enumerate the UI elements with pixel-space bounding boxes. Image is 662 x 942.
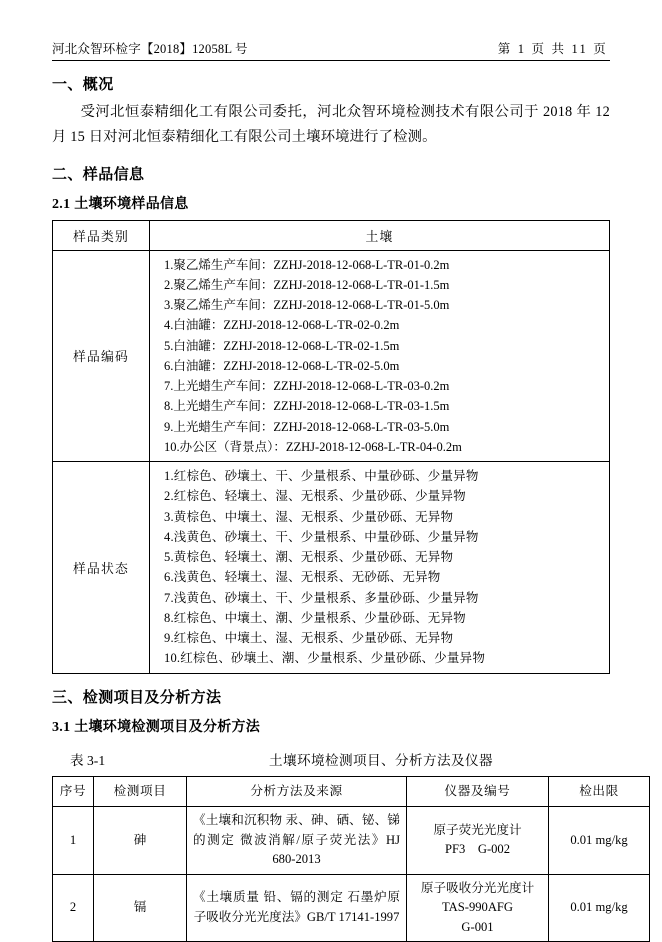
section-heading-sample-info: 二、样品信息 [52,163,610,184]
list-item: 5.黄棕色、轻壤土、潮、无根系、少量砂砾、无异物 [164,547,605,567]
subsection-heading-soil-sample-info: 2.1 土壤环境样品信息 [52,193,610,213]
row-label-category: 样品类别 [53,220,150,250]
document-number: 河北众智环检字【2018】12058L 号 [52,42,248,58]
column-header-method: 分析方法及来源 [187,776,407,807]
detection-limit-value: 0.01 mg/kg [570,900,627,914]
row-label-code: 样品编码 [53,250,150,462]
cell-instrument [407,807,549,875]
table-row [53,807,650,875]
list-item: 1.聚乙烯生产车间：ZZHJ-2018-12-068-L-TR-01-0.2m [164,255,605,275]
list-item: 3.黄棕色、中壤土、湿、无根系、少量砂砾、无异物 [164,507,605,527]
detection-limit-value: 0.01 mg/kg [570,833,627,847]
overview-paragraph: 受河北恒泰精细化工有限公司委托，河北众智环境检测技术有限公司于 2018 年 12 月 15 日对河北恒泰精细化工有限公司土壤环境进行了检测。 [52,100,610,151]
table-caption-title: 土壤环境检测项目、分析方法及仪器 [192,749,610,769]
column-header-limit: 检出限 [549,776,650,807]
instrument-number: G-001 [410,918,545,938]
list-item: 2.红棕色、轻壤土、湿、无根系、少量砂砾、少量异物 [164,486,605,506]
table-caption [52,749,610,769]
cell-method: 《土壤和沉积物 汞、砷、硒、铋、锑的测定 微波消解/原子荧光法》HJ 680-2013 [187,807,407,875]
instrument-name: 原子吸收分光光度计 [410,879,545,899]
instrument-model: TAS-990AFG [410,898,545,918]
section-heading-method: 三、检测项目及分析方法 [52,686,610,707]
cell-item: 镉 [94,874,187,942]
list-item: 6.白油罐：ZZHJ-2018-12-068-L-TR-02-5.0m [164,356,605,376]
instrument-name: 原子荧光光度计 [410,821,545,841]
table-row [53,462,610,674]
instrument-model: PF3 G-002 [410,840,545,860]
list-item: 7.上光蜡生产车间：ZZHJ-2018-12-068-L-TR-03-0.2m [164,376,605,396]
list-item: 10.红棕色、砂壤土、潮、少量根系、少量砂砾、少量异物 [164,648,605,668]
cell-instrument [407,874,549,942]
list-item: 9.红棕色、中壤土、湿、无根系、少量砂砾、无异物 [164,628,605,648]
column-header-instrument: 仪器及编号 [407,776,549,807]
cell-limit [549,874,650,942]
list-item: 7.浅黄色、砂壤土、干、少量根系、多量砂砾、少量异物 [164,588,605,608]
method-table [52,776,650,942]
sample-code-list [150,250,610,462]
cell-no: 1 [53,807,94,875]
sample-state-list [150,462,610,674]
table-row [53,250,610,462]
table-caption-number: 表 3-1 [52,749,192,769]
list-item: 1.红棕色、砂壤土、干、少量根系、中量砂砾、少量异物 [164,466,605,486]
list-item: 4.浅黄色、砂壤土、干、少量根系、中量砂砾、少量异物 [164,527,605,547]
table-row [53,874,650,942]
cell-method: 《土壤质量 铅、镉的测定 石墨炉原子吸收分光光度法》GB/T 17141-1997 [187,874,407,942]
list-item: 2.聚乙烯生产车间：ZZHJ-2018-12-068-L-TR-01-1.5m [164,275,605,295]
cell-item: 砷 [94,807,187,875]
table-row [53,220,610,250]
table-header-row [53,776,650,807]
cell-no: 2 [53,874,94,942]
running-header [52,0,610,61]
column-header-item: 检测项目 [94,776,187,807]
list-item: 3.聚乙烯生产车间：ZZHJ-2018-12-068-L-TR-01-5.0m [164,295,605,315]
list-item: 5.白油罐：ZZHJ-2018-12-068-L-TR-02-1.5m [164,336,605,356]
page-number: 第 1 页 共 11 页 [498,42,610,58]
section-heading-overview: 一、概况 [52,73,610,94]
cell-limit [549,807,650,875]
list-item: 9.上光蜡生产车间：ZZHJ-2018-12-068-L-TR-03-5.0m [164,417,605,437]
list-item: 6.浅黄色、轻壤土、湿、无根系、无砂砾、无异物 [164,567,605,587]
sample-info-table [52,220,610,674]
list-item: 8.红棕色、中壤土、潮、少量根系、少量砂砾、无异物 [164,608,605,628]
subsection-heading-soil-method: 3.1 土壤环境检测项目及分析方法 [52,716,610,736]
list-item: 8.上光蜡生产车间：ZZHJ-2018-12-068-L-TR-03-1.5m [164,396,605,416]
sample-category-value: 土壤 [150,220,610,250]
list-item: 4.白油罐：ZZHJ-2018-12-068-L-TR-02-0.2m [164,315,605,335]
row-label-state: 样品状态 [53,462,150,674]
list-item: 10.办公区（背景点）：ZZHJ-2018-12-068-L-TR-04-0.2m [164,437,605,457]
column-header-no: 序号 [53,776,94,807]
